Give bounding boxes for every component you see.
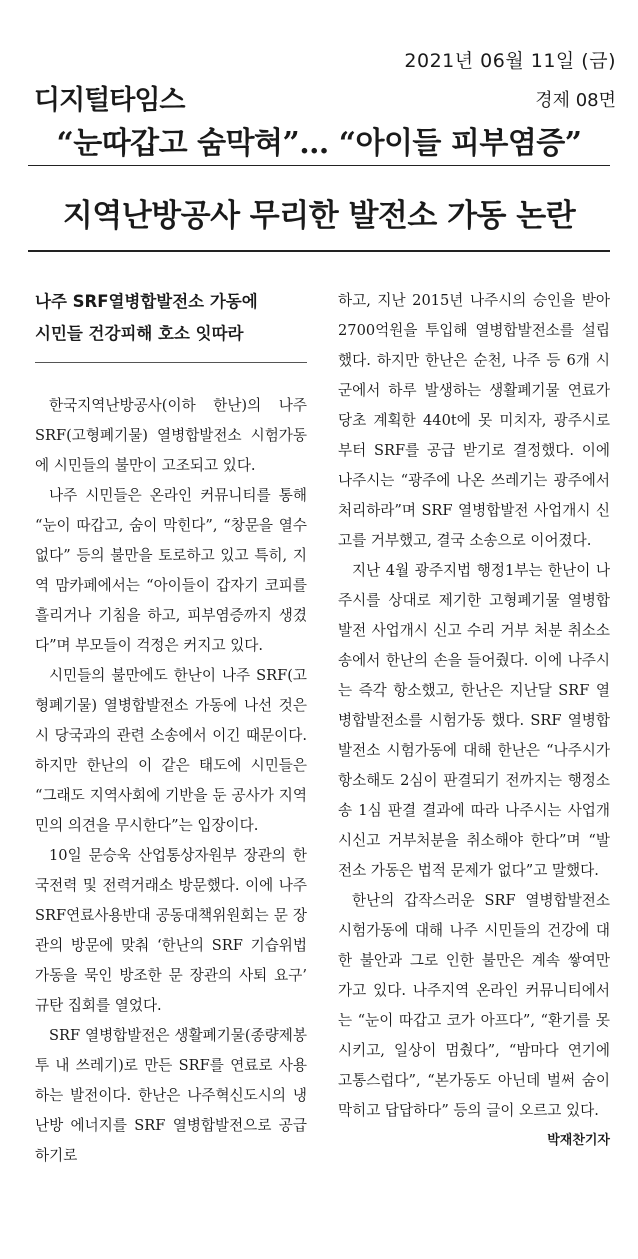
paragraph-4: 10일 문승욱 산업통상자원부 장관의 한국전력 및 전력거래소 방문했다. 이에 나주 SRF연료사용반대 공동대책위원회는 문 장관의 방문에 맞춰 ‘한난의 SRF 기습위법 가동을 묵인 방조한 문 장관의 사퇴 요구’ 규탄 집회를 열었다. bbox=[35, 847, 307, 1014]
deck-line-2: 시민들 건강피해 호소 잇따라 bbox=[35, 324, 244, 343]
paragraph-7: 한난의 갑작스러운 SRF 열병합발전소 시험가동에 대해 나주 시민들의 건강에 대한 불안과 그로 인한 불만은 계속 쌓여만 가고 있다. 나주지역 온라인 커뮤니티에서는 “눈이 따갑고 코가 아프다”, “환기를 못 시키고, 일상이 멈췄다”, “밤마다 연기에 고통스럽다”, “본가동도 아닌데 벌써 숨이 막히고 답답하다” 등의 글이 오르고 있다. bbox=[338, 892, 610, 1119]
section-page: 경제 08면 bbox=[535, 90, 616, 111]
paragraph-5-continued: 하고, 지난 2015년 나주시의 승인을 받아 2700억원을 투입해 열병합발전소를 설립했다. 하지만 한난은 순천, 나주 등 6개 시군에서 하루 발생하는 생활폐기물 연료가 당초 계획한 440t에 못 미치자, 광주시로부터 SRF를 공급 받기로 결정했다. 이에 나주시는 “광주에 나온 쓰레기는 광주에서 처리하라”며 SRF 열병합발전 사업개시 신고를 거부했고, 결국 소송으로 이어졌다. bbox=[338, 292, 610, 549]
masthead-date: 2021년 06월 11일 (금) bbox=[404, 50, 616, 72]
deck bbox=[35, 286, 307, 363]
paragraph-1: 한국지역난방공사(이하 한난)의 나주 SRF(고형폐기물) 열병합발전소 시험가동에 시민들의 불만이 고조되고 있다. bbox=[35, 397, 307, 474]
divider-top bbox=[28, 165, 610, 166]
paragraph-2: 나주 시민들은 온라인 커뮤니티를 통해 “눈이 따갑고, 숨이 막힌다”, “창문을 열수 없다” 등의 불만을 토로하고 있고 특히, 지역 맘카페에서는 “아이들이 갑자기 코피를 흘리거나 기침을 하고, 피부염증까지 생겼다”며 부모들이 걱정은 커지고 있다. bbox=[35, 487, 307, 654]
headline-sub: 지역난방공사 무리한 발전소 가동 논란 bbox=[62, 198, 576, 234]
paragraph-5-start: SRF 열병합발전은 생활폐기물(종량제봉투 내 쓰레기)로 만든 SRF를 연료로 사용하는 발전이다. 한난은 나주혁신도시의 냉난방 에너지를 SRF 열병합발전으로 공급하기로 bbox=[35, 1027, 307, 1164]
divider-mid bbox=[28, 250, 610, 252]
paragraph-3: 시민들의 불만에도 한난이 나주 SRF(고형폐기물) 열병합발전소 가동에 나선 것은 시 당국과의 관련 소송에서 이긴 때문이다. 하지만 한난의 이 같은 태도에 시민들은 “그래도 지역사회에 기반을 둔 공사가 지역민의 의견을 무시한다”는 입장이다. bbox=[35, 667, 307, 834]
headline-main: “눈따갑고 숨막혀”… “아이들 피부염증” bbox=[56, 126, 582, 161]
deck-line-1: 나주 SRF열병합발전소 가동에 bbox=[35, 292, 258, 311]
newspaper-logo: 디지털타임스 bbox=[34, 85, 185, 116]
article-column-right bbox=[338, 286, 610, 1156]
byline: 박재찬기자 bbox=[547, 1133, 610, 1148]
article-column-left bbox=[35, 286, 307, 1171]
paragraph-6: 지난 4월 광주지법 행정1부는 한난이 나주시를 상대로 제기한 고형폐기물 열병합발전 사업개시 신고 수리 거부 처분 취소소송에서 한난의 손을 들어줬다. 이에 나주시는 즉각 항소했고, 한난은 지난달 SRF 열병합발전소를 시험가동 했다. SRF 열병합발전소 시험가동에 대해 한난은 “나주시가 항소해도 2심이 판결되기 전까지는 행정소송 1심 판결 결과에 따라 나주시는 사업개시신고 거부처분을 취소해야 한다”며 “발전소 가동은 법적 문제가 없다”고 말했다. bbox=[338, 562, 610, 879]
